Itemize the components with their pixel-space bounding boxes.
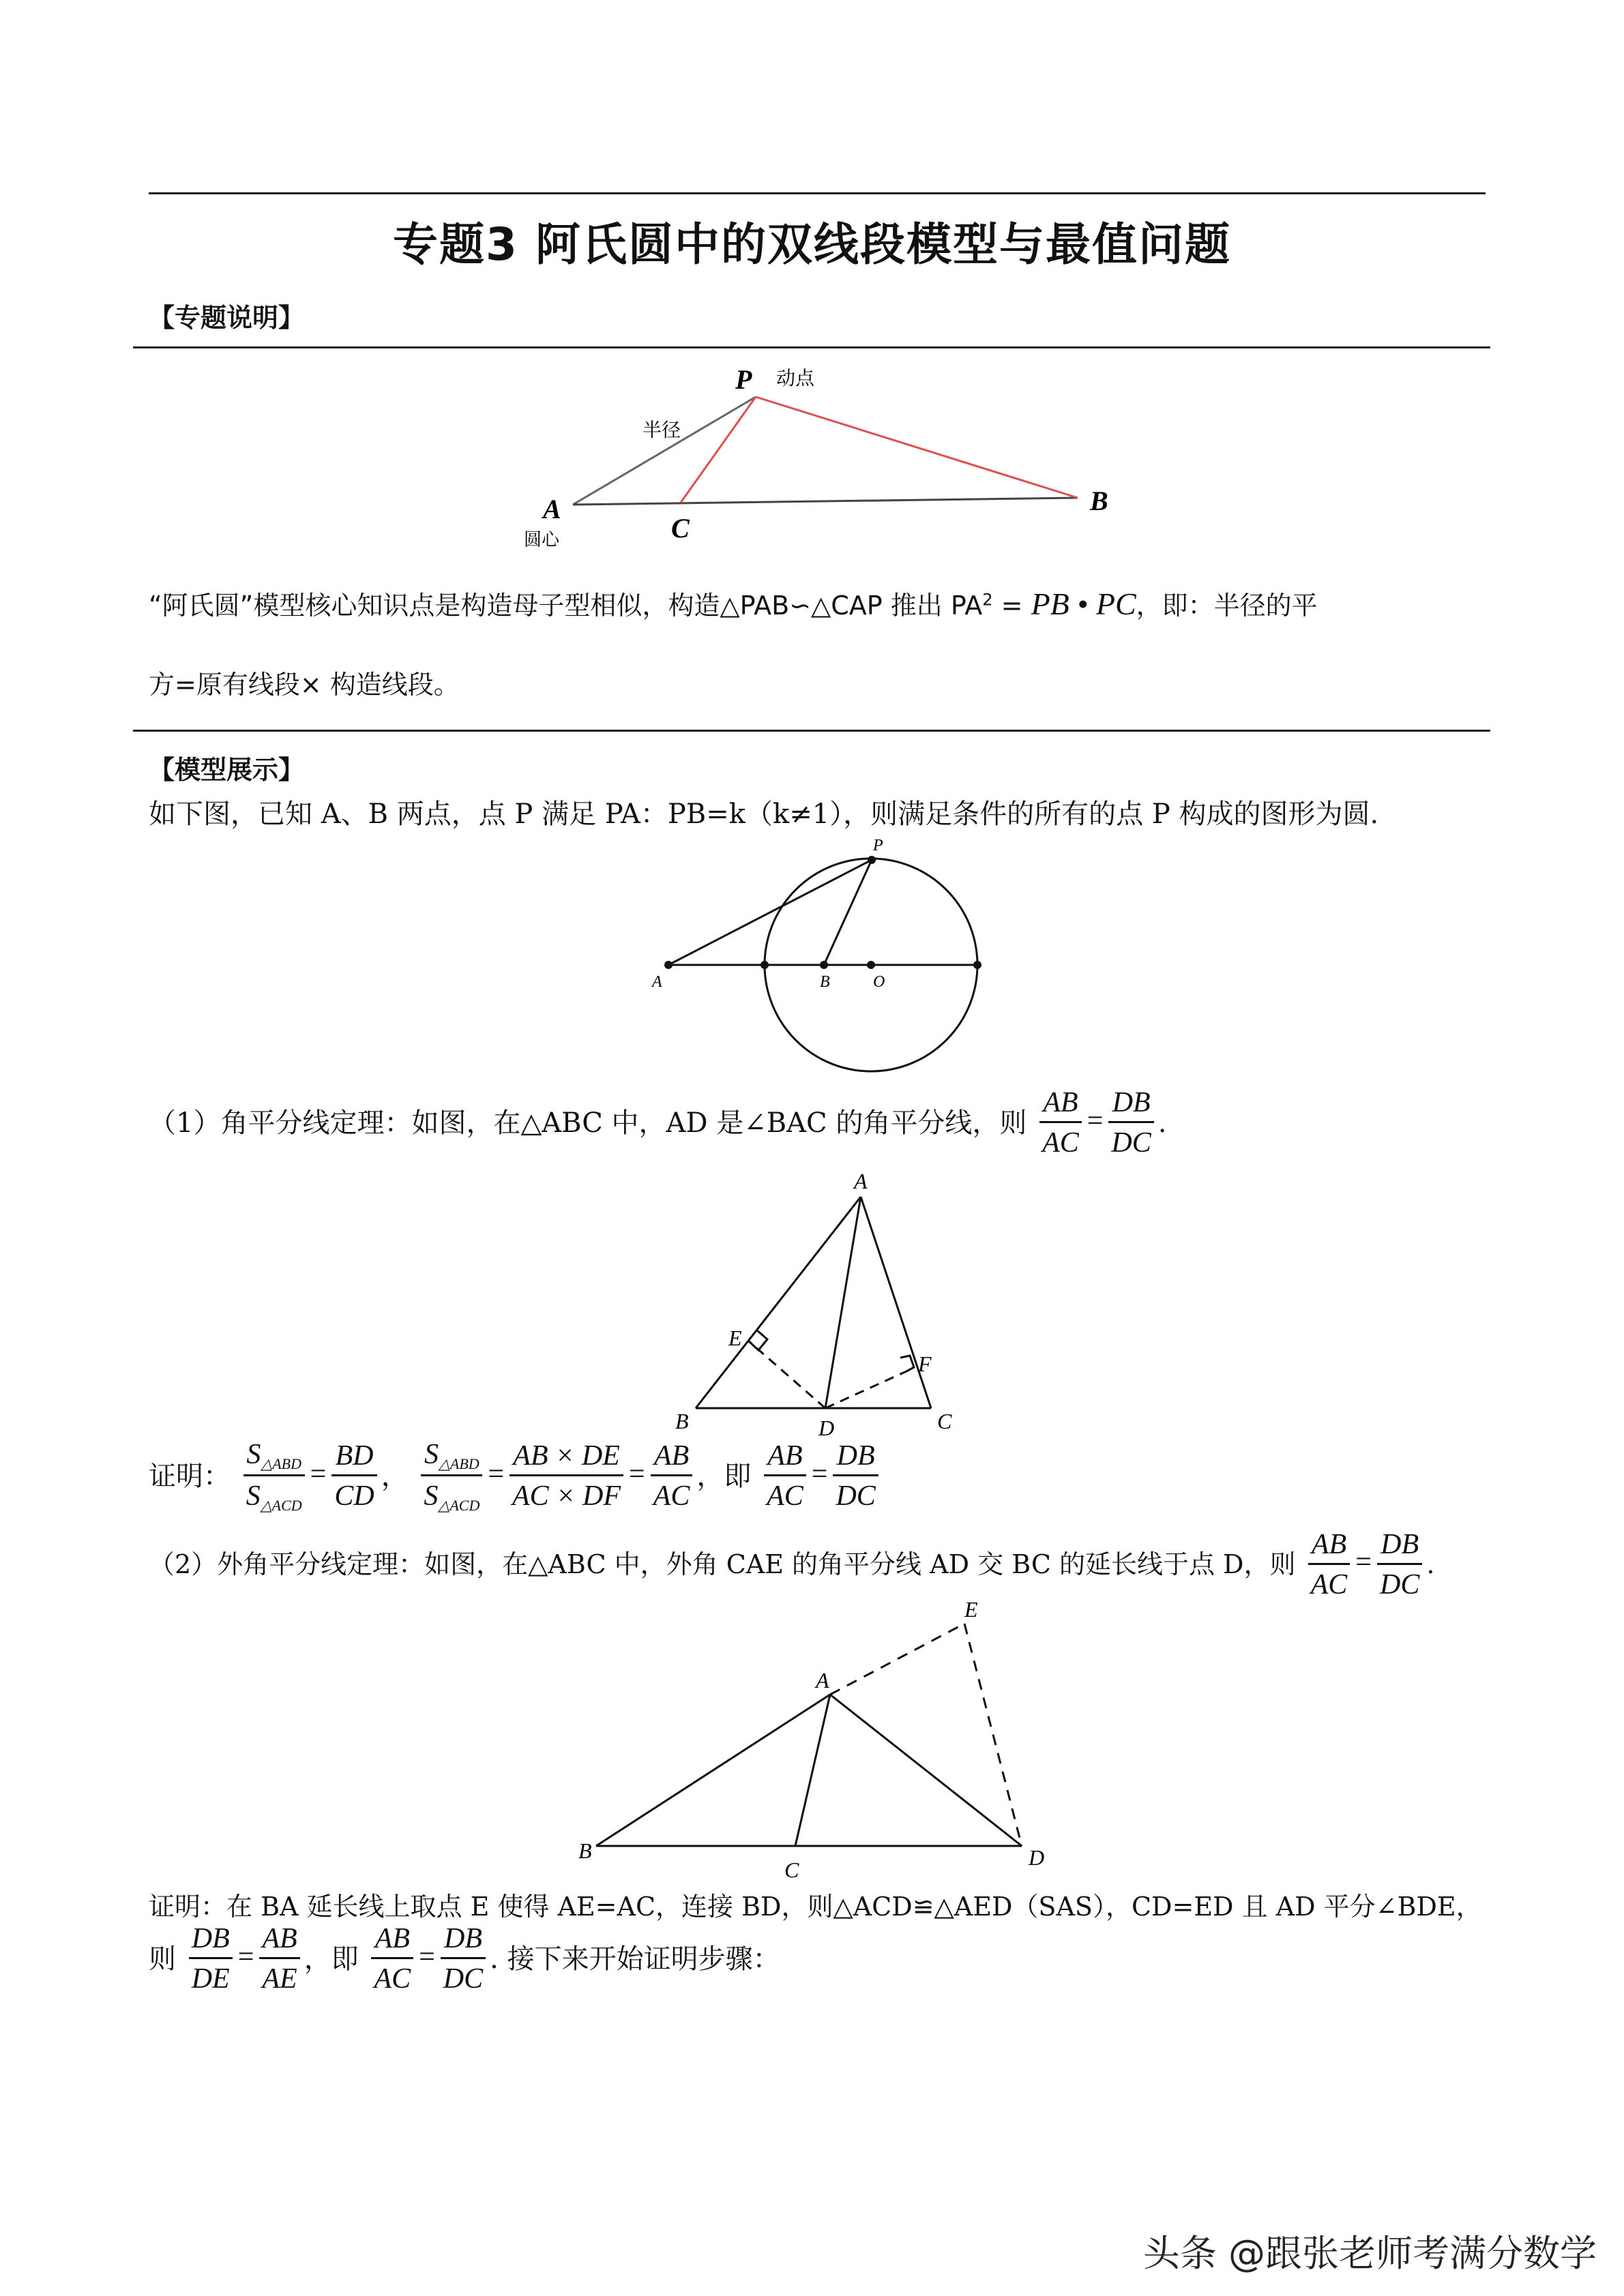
label-F: F (918, 1352, 932, 1376)
theorem-1-text: （1）角平分线定理：如图，在△ABC 中，AD 是∠BAC 的角平分线，则 (149, 1107, 1027, 1139)
frac-denominator: AC (1042, 1127, 1079, 1159)
equals-sign: = (237, 1941, 254, 1973)
label-C: C (784, 1858, 799, 1882)
label-center: 圆心 (524, 530, 560, 550)
label-A: A (652, 973, 662, 991)
section-header-model: 【模型展示】 (149, 755, 305, 785)
frac-denominator: DC (1111, 1127, 1151, 1159)
label-B: B (675, 1409, 689, 1433)
label-P: P (873, 837, 883, 854)
frac-numerator: DB (441, 1922, 486, 1959)
frac-numerator: DB (833, 1439, 878, 1476)
label-C: C (671, 513, 690, 543)
proof-2-line-2 (149, 1922, 780, 1997)
theorem-2-frac-db-dc (1377, 1527, 1422, 1602)
label-P: P (735, 364, 752, 395)
intro-line-1 (149, 585, 1318, 623)
subscript: △ACD (260, 1497, 302, 1515)
subscript: △ABD (261, 1455, 302, 1472)
frac-denominator: DE (191, 1963, 230, 1995)
intro-text-1: “阿氏圆”模型核心知识点是构造母子型相似，构造△PAB∽△CAP 推出 PA (149, 591, 983, 621)
label-A: A (543, 494, 561, 524)
frac-numerator: BD (331, 1439, 377, 1476)
frac-numerator: AB × DE (510, 1439, 623, 1476)
equals-sign: = (310, 1458, 327, 1490)
s-symbol: S (424, 1480, 439, 1512)
s-symbol: S (424, 1439, 439, 1470)
proof-1-frac-ab-ac (651, 1439, 693, 1514)
proof-1-area-ratio (243, 1437, 305, 1515)
section-rule-1 (133, 346, 1490, 348)
proof-2-frac-ab-ac (371, 1922, 413, 1997)
s-symbol: S (246, 1480, 261, 1512)
section-header-description: 【专题说明】 (149, 303, 305, 333)
proof-1-area-ratio-2 (421, 1437, 482, 1515)
theorem-2-text: （2）外角平分线定理：如图，在△ABC 中，外角 CAE 的角平分线 AD 交 BC 的延长线于点 D，则 (149, 1549, 1296, 1580)
theorem-2-frac-ab-ac (1308, 1527, 1350, 1602)
ze-text: 则 (149, 1943, 176, 1975)
frac-denominator: AC (374, 1963, 411, 1995)
top-rule (149, 192, 1486, 194)
ji-text: ，即 (696, 1460, 752, 1492)
ji-text: ，即 (304, 1943, 359, 1975)
frac-numerator (243, 1437, 305, 1476)
model-statement: 如下图，已知 A、B 两点，点 P 满足 PA：PB=k（k≠1），则满足条件的所有的点 P 构成的图形为圆. (149, 799, 1379, 830)
equals-sign: = (1087, 1105, 1104, 1137)
proof-1-frac-bd-cd (331, 1439, 377, 1514)
label-radius: 半径 (643, 419, 681, 441)
label-C: C (937, 1409, 952, 1433)
equals-sign: = (1355, 1547, 1372, 1579)
frac-numerator (421, 1437, 482, 1476)
proof-2-line-1: 证明：在 BA 延长线上取点 E 使得 AE=AC，连接 BD，则△ACD≌△AED（SAS），CD=ED 且 AD 平分∠BDE， (149, 1892, 1482, 1922)
theorem-1-frac-db-dc (1108, 1086, 1153, 1161)
label-D: D (818, 1416, 835, 1435)
label-moving-point: 动点 (776, 367, 815, 389)
frac-denominator: DC (443, 1963, 484, 1995)
frac-denominator (421, 1476, 482, 1515)
proof-1-label: 证明： (149, 1460, 231, 1492)
frac-numerator: AB (371, 1922, 413, 1959)
frac-denominator: AC (653, 1480, 690, 1512)
label-A: A (854, 1169, 868, 1193)
label-E: E (728, 1326, 742, 1350)
figure-external-bisector (566, 1599, 1057, 1885)
watermark: 头条 @跟张老师考满分数学 (1142, 2232, 1597, 2275)
intro-text-2: ，即：半径的平 (1136, 591, 1318, 621)
theorem-1 (149, 1086, 1167, 1161)
figure-apollonius-triangle (505, 355, 1160, 559)
intro-eq: = (992, 591, 1031, 621)
theorem-1-frac-ab-ac (1039, 1086, 1082, 1161)
frac-numerator: AB (1308, 1527, 1350, 1565)
label-B: B (578, 1838, 592, 1863)
label-B: B (820, 973, 830, 991)
figure-angle-bisector (655, 1169, 969, 1435)
proof-2-end-text: . 接下来开始证明步骤： (490, 1943, 780, 1975)
label-O: O (873, 973, 885, 991)
frac-numerator: DB (1108, 1086, 1153, 1123)
frac-numerator: AB (1039, 1086, 1082, 1123)
proof-2-frac-ab-ae (259, 1922, 299, 1997)
frac-denominator: DC (836, 1480, 876, 1512)
frac-denominator: DC (1379, 1569, 1420, 1601)
frac-denominator: AE (262, 1963, 297, 1995)
frac-denominator: CD (334, 1480, 374, 1512)
label-A: A (816, 1668, 829, 1693)
label-B: B (1090, 486, 1108, 516)
equals-sign: = (811, 1458, 828, 1490)
subscript: △ACD (438, 1497, 480, 1515)
frac-denominator: AC × DF (512, 1480, 621, 1512)
proof-1-frac-ab-ac-2 (764, 1439, 806, 1514)
subscript: △ABD (439, 1455, 479, 1472)
proof-1 (149, 1437, 883, 1515)
equals-sign: = (488, 1458, 505, 1490)
frac-denominator (243, 1476, 305, 1515)
intro-sup: 2 (982, 590, 993, 610)
equals-sign: = (419, 1941, 435, 1973)
label-E: E (964, 1599, 978, 1622)
frac-denominator: AC (767, 1480, 803, 1512)
frac-numerator: AB (651, 1439, 693, 1476)
frac-denominator: AC (1310, 1569, 1348, 1601)
period: . (1426, 1549, 1435, 1580)
s-symbol: S (246, 1439, 261, 1470)
proof-1-frac-db-dc (833, 1439, 878, 1514)
frac-numerator: DB (189, 1922, 233, 1959)
proof-1-frac-products (510, 1439, 623, 1514)
frac-numerator: AB (764, 1439, 806, 1476)
label-D: D (1029, 1845, 1045, 1870)
intro-pbpc: PB • PC (1031, 586, 1136, 621)
figure-apollonius-circle (641, 835, 1023, 1088)
period: . (1157, 1107, 1167, 1139)
theorem-2 (149, 1527, 1434, 1602)
proof-2-frac-db-de (189, 1922, 233, 1997)
comma: ， (381, 1460, 409, 1492)
intro-line-2: 方=原有线段× 构造线段。 (149, 670, 460, 700)
equals-sign: = (629, 1458, 645, 1490)
frac-numerator: AB (259, 1922, 299, 1959)
proof-2-frac-db-dc (441, 1922, 486, 1997)
section-rule-2 (133, 730, 1490, 732)
page-title: 专题3 阿氏圆中的双线段模型与最值问题 (393, 218, 1231, 271)
frac-numerator: DB (1377, 1527, 1422, 1565)
